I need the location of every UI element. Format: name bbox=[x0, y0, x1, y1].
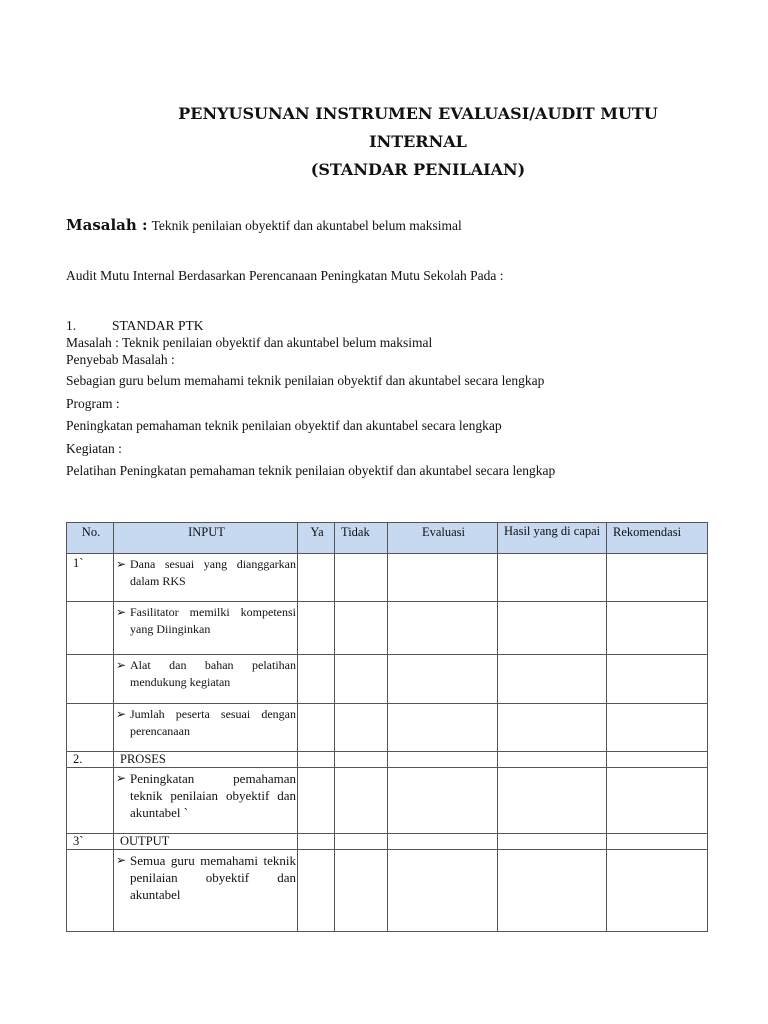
program-label: Program : bbox=[66, 396, 120, 411]
column-header-evaluasi: Evaluasi bbox=[388, 523, 498, 554]
ya-cell[interactable] bbox=[298, 704, 335, 752]
table-header-row bbox=[67, 523, 708, 554]
input-text: Jumlah peserta sesuai dengan perencanaan bbox=[130, 707, 296, 738]
program-text: Peningkatan pemahaman teknik penilaian obyektif dan akuntabel secara lengkap bbox=[66, 418, 502, 433]
row-number bbox=[67, 850, 114, 932]
section-label-cell bbox=[114, 834, 298, 850]
section-number: 1. bbox=[66, 318, 77, 333]
kegiatan-text: Pelatihan Peningkatan pemahaman teknik penilaian obyektif dan akuntabel secara lengkap bbox=[66, 463, 556, 478]
ya-cell[interactable] bbox=[298, 602, 335, 655]
table-row bbox=[67, 655, 708, 704]
ya-cell[interactable] bbox=[298, 752, 335, 768]
table-row bbox=[67, 834, 708, 850]
rekomendasi-cell[interactable] bbox=[607, 655, 708, 704]
table-row bbox=[67, 704, 708, 752]
arrow-bullet-icon: ➢ bbox=[116, 557, 127, 571]
tidak-cell[interactable] bbox=[335, 850, 388, 932]
tidak-cell[interactable] bbox=[335, 768, 388, 834]
input-cell bbox=[114, 655, 298, 704]
row-number: 1` bbox=[67, 554, 114, 602]
arrow-bullet-icon: ➢ bbox=[116, 771, 127, 785]
input-text: Fasilitator memilki kompetensi yang Diinginkan bbox=[130, 605, 296, 636]
evaluasi-cell[interactable] bbox=[388, 602, 498, 655]
input-text: Semua guru memahami teknik penilaian obyektif dan akuntabel bbox=[130, 853, 296, 902]
row-number bbox=[67, 704, 114, 752]
row-number bbox=[67, 768, 114, 834]
output-label: OUTPUT bbox=[120, 834, 170, 848]
table-row bbox=[67, 752, 708, 768]
ya-cell[interactable] bbox=[298, 554, 335, 602]
input-cell bbox=[114, 554, 298, 602]
column-header-input: INPUT bbox=[114, 523, 298, 554]
hasil-cell[interactable] bbox=[498, 768, 607, 834]
input-text: Dana sesuai yang dianggarkan dalam RKS bbox=[130, 557, 296, 588]
input-cell bbox=[114, 850, 298, 932]
hasil-cell[interactable] bbox=[498, 554, 607, 602]
arrow-bullet-icon: ➢ bbox=[116, 853, 127, 867]
row-number bbox=[67, 602, 114, 655]
masalah-text: Teknik penilaian obyektif dan akuntabel belum maksimal bbox=[151, 218, 462, 233]
evaluasi-cell[interactable] bbox=[388, 752, 498, 768]
tidak-cell[interactable] bbox=[335, 655, 388, 704]
column-header-hasil: Hasil yang di capai bbox=[498, 523, 607, 554]
hasil-cell[interactable] bbox=[498, 655, 607, 704]
input-text: Peningkatan pemahaman teknik penilaian obyektif dan akuntabel ` bbox=[130, 771, 296, 820]
proses-label: PROSES bbox=[120, 752, 166, 766]
document-title-line-2: INTERNAL bbox=[369, 132, 467, 151]
rekomendasi-cell[interactable] bbox=[607, 554, 708, 602]
ya-cell[interactable] bbox=[298, 850, 335, 932]
section-masalah: Masalah : Teknik penilaian obyektif dan akuntabel belum maksimal bbox=[66, 335, 433, 350]
input-cell bbox=[114, 602, 298, 655]
input-cell bbox=[114, 704, 298, 752]
masalah-label: Masalah : bbox=[66, 216, 148, 234]
rekomendasi-cell[interactable] bbox=[607, 704, 708, 752]
rekomendasi-cell[interactable] bbox=[607, 752, 708, 768]
evaluasi-cell[interactable] bbox=[388, 768, 498, 834]
table-row bbox=[67, 554, 708, 602]
input-text: Alat dan bahan pelatihan mendukung kegiatan bbox=[130, 658, 296, 689]
hasil-cell[interactable] bbox=[498, 752, 607, 768]
table-row bbox=[67, 768, 708, 834]
evaluasi-cell[interactable] bbox=[388, 704, 498, 752]
masalah-line bbox=[66, 216, 462, 235]
evaluasi-cell[interactable] bbox=[388, 554, 498, 602]
tidak-cell[interactable] bbox=[335, 834, 388, 850]
column-header-no: No. bbox=[67, 523, 114, 554]
column-header-rekomendasi: Rekomendasi bbox=[607, 523, 708, 554]
penyebab-text: Sebagian guru belum memahami teknik penilaian obyektif dan akuntabel secara lengkap bbox=[66, 373, 545, 388]
evaluasi-cell[interactable] bbox=[388, 850, 498, 932]
ya-cell[interactable] bbox=[298, 655, 335, 704]
row-number bbox=[67, 655, 114, 704]
column-header-ya: Ya bbox=[298, 523, 335, 554]
row-number: 3` bbox=[67, 834, 114, 850]
input-cell bbox=[114, 768, 298, 834]
column-header-tidak: Tidak bbox=[335, 523, 388, 554]
rekomendasi-cell[interactable] bbox=[607, 768, 708, 834]
row-number: 2. bbox=[67, 752, 114, 768]
ya-cell[interactable] bbox=[298, 834, 335, 850]
section-label-cell bbox=[114, 752, 298, 768]
tidak-cell[interactable] bbox=[335, 554, 388, 602]
rekomendasi-cell[interactable] bbox=[607, 834, 708, 850]
hasil-cell[interactable] bbox=[498, 834, 607, 850]
tidak-cell[interactable] bbox=[335, 602, 388, 655]
evaluation-table bbox=[66, 522, 708, 932]
document-title-line-1: PENYUSUNAN INSTRUMEN EVALUASI/AUDIT MUTU bbox=[178, 104, 658, 123]
section-heading: STANDAR PTK bbox=[112, 318, 204, 333]
table-row bbox=[67, 602, 708, 655]
arrow-bullet-icon: ➢ bbox=[116, 707, 127, 721]
rekomendasi-cell[interactable] bbox=[607, 602, 708, 655]
hasil-cell[interactable] bbox=[498, 850, 607, 932]
document-title-line-3: (STANDAR PENILAIAN) bbox=[310, 160, 526, 179]
tidak-cell[interactable] bbox=[335, 752, 388, 768]
audit-intro: Audit Mutu Internal Berdasarkan Perencanaan Peningkatan Mutu Sekolah Pada : bbox=[66, 268, 504, 283]
evaluasi-cell[interactable] bbox=[388, 834, 498, 850]
hasil-cell[interactable] bbox=[498, 602, 607, 655]
evaluasi-cell[interactable] bbox=[388, 655, 498, 704]
table-row bbox=[67, 850, 708, 932]
tidak-cell[interactable] bbox=[335, 704, 388, 752]
rekomendasi-cell[interactable] bbox=[607, 850, 708, 932]
arrow-bullet-icon: ➢ bbox=[116, 658, 127, 672]
ya-cell[interactable] bbox=[298, 768, 335, 834]
hasil-cell[interactable] bbox=[498, 704, 607, 752]
kegiatan-label: Kegiatan : bbox=[66, 441, 122, 456]
arrow-bullet-icon: ➢ bbox=[116, 605, 127, 619]
penyebab-label: Penyebab Masalah : bbox=[66, 352, 175, 367]
